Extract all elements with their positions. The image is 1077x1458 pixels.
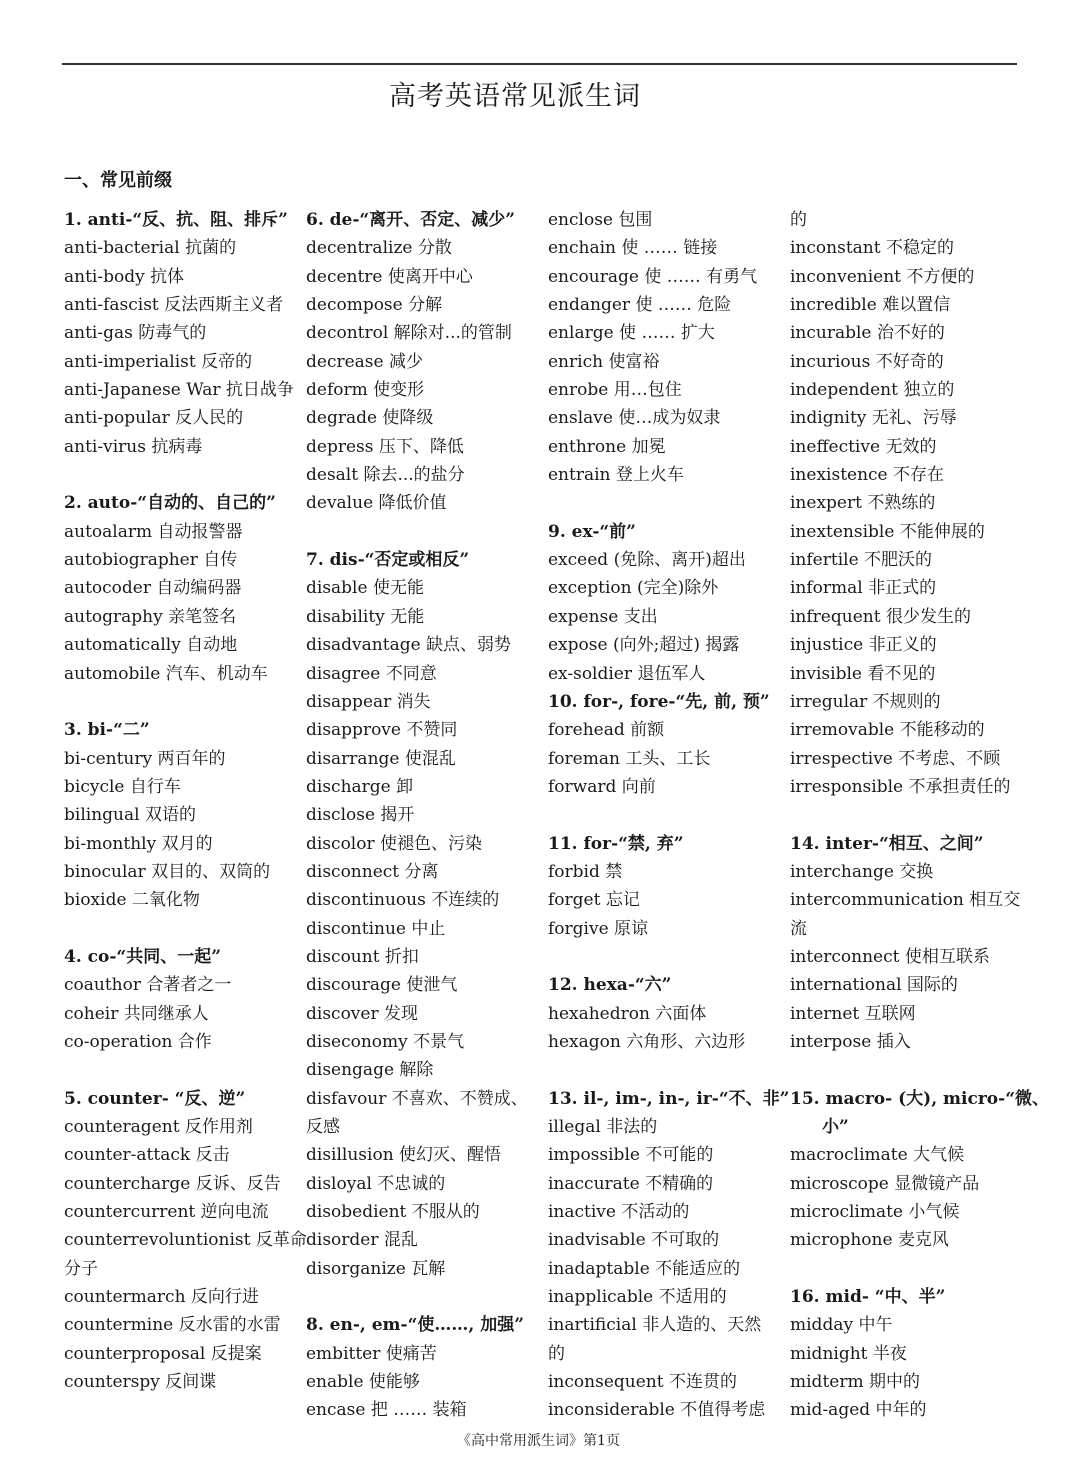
prefix-heading: 9. ex-“前” xyxy=(548,521,636,542)
top-rule xyxy=(62,63,1017,65)
prefix-heading: 8. en-, em-“使……, 加强” xyxy=(306,1315,524,1336)
entry-line: countercurrent 逆向电流 xyxy=(64,1202,269,1223)
entry-line: anti-virus 抗病毒 xyxy=(64,436,203,457)
page-footer: 《高中常用派生词》第1页 xyxy=(457,1433,620,1449)
entry-line: desalt 除去...的盐分 xyxy=(306,465,465,486)
prefix-heading: 4. co-“共同、一起” xyxy=(64,946,221,967)
entry-line: autoalarm 自动报警器 xyxy=(64,521,243,542)
entry-line: anti-fascist 反法西斯主义者 xyxy=(64,295,284,316)
entry-line: autocoder 自动编码器 xyxy=(64,578,242,599)
entry-line: disable 使无能 xyxy=(306,578,424,599)
entry-line: informal 非正式的 xyxy=(790,578,937,599)
entry-line: enthrone 加冕 xyxy=(548,436,666,457)
entry-line: hexagon 六角形、六边形 xyxy=(548,1031,746,1052)
blank-line xyxy=(64,461,302,489)
entry-line: illegal 非法的 xyxy=(548,1117,658,1137)
entry-line: embitter 使痛苦 xyxy=(306,1343,437,1364)
section-heading: 一、常见前缀 xyxy=(64,170,172,191)
entry-line: inconstant 不稳定的 xyxy=(790,238,954,259)
entry-line: autography 亲笔签名 xyxy=(64,606,237,627)
entry-line: inexistence 不存在 xyxy=(790,465,945,486)
entry-line: 的 xyxy=(548,1343,565,1364)
column-2 xyxy=(306,206,544,1425)
entry-line: disclose 揭开 xyxy=(306,805,415,826)
entry-line: microclimate 小气候 xyxy=(790,1202,960,1223)
entry-line: coheir 共同继承人 xyxy=(64,1003,209,1024)
entry-line: enable 使能够 xyxy=(306,1372,420,1393)
column-1 xyxy=(64,206,307,1396)
blank-line xyxy=(306,1283,544,1311)
prefix-heading: 5. counter- “反、逆” xyxy=(64,1088,246,1109)
entry-line: interconnect 使相互联系 xyxy=(790,946,990,967)
entry-line: forehead 前额 xyxy=(548,720,665,741)
blank-line xyxy=(548,1056,786,1084)
blank-line xyxy=(548,801,786,829)
entry-line: irremovable 不能移动的 xyxy=(790,720,985,741)
entry-line: autobiographer 自传 xyxy=(64,550,238,571)
entry-line: enclose 包围 xyxy=(548,210,653,230)
entry-line: encase 把 …… 装箱 xyxy=(306,1400,467,1421)
entry-line: mid-aged 中年的 xyxy=(790,1400,927,1421)
entry-line: disillusion 使幻灭、醒悟 xyxy=(306,1145,502,1166)
prefix-heading: 16. mid- “中、半” xyxy=(790,1287,946,1308)
entry-line: internet 互联网 xyxy=(790,1003,916,1024)
entry-line: inartificial 非人造的、天然 xyxy=(548,1315,762,1336)
entry-line: bilingual 双语的 xyxy=(64,805,196,826)
entry-line: entrain 登上火车 xyxy=(548,465,684,486)
entry-line: midterm 期中的 xyxy=(790,1372,920,1393)
entry-line: automatically 自动地 xyxy=(64,635,238,656)
entry-line: inconvenient 不方便的 xyxy=(790,266,975,287)
entry-line: co-operation 合作 xyxy=(64,1031,212,1052)
entry-line: disadvantage 缺点、弱势 xyxy=(306,635,512,656)
entry-line: expose (向外;超过) 揭露 xyxy=(548,635,740,656)
entry-line: 的 xyxy=(790,210,807,230)
entry-line: disarrange 使混乱 xyxy=(306,748,456,769)
prefix-heading-continuation: 小” xyxy=(822,1117,849,1137)
entry-line: decentre 使离开中心 xyxy=(306,266,473,287)
entry-line: midday 中午 xyxy=(790,1315,893,1336)
entry-line: expense 支出 xyxy=(548,606,658,627)
entry-line: disorder 混乱 xyxy=(306,1230,418,1251)
entry-line: invisible 看不见的 xyxy=(790,663,936,684)
entry-line: forget 忘记 xyxy=(548,890,640,911)
entry-line: binocular 双目的、双筒的 xyxy=(64,861,271,882)
entry-line: impossible 不可能的 xyxy=(548,1145,714,1166)
blank-line xyxy=(790,1255,1028,1283)
entry-line: disapprove 不赞同 xyxy=(306,720,458,741)
entry-line: independent 独立的 xyxy=(790,380,955,401)
entry-line: inconsequent 不连贯的 xyxy=(548,1372,737,1393)
entry-line: anti-popular 反人民的 xyxy=(64,408,244,429)
entry-line: interchange 交换 xyxy=(790,861,934,882)
entry-line: discolor 使褪色、污染 xyxy=(306,833,483,854)
entry-line: inexpert 不熟练的 xyxy=(790,493,936,514)
entry-line: inactive 不活动的 xyxy=(548,1202,690,1223)
blank-line xyxy=(548,489,786,517)
entry-line: infrequent 很少发生的 xyxy=(790,606,971,627)
blank-line xyxy=(64,915,302,943)
entry-line: countercharge 反诉、反告 xyxy=(64,1173,281,1194)
entry-line: countermine 反水雷的水雷 xyxy=(64,1315,281,1336)
entry-line: anti-bacterial 抗菌的 xyxy=(64,238,237,259)
entry-line: decontrol 解除对...的管制 xyxy=(306,323,512,344)
entry-line: automobile 汽车、机动车 xyxy=(64,663,268,684)
entry-line: anti-gas 防毒气的 xyxy=(64,323,207,344)
entry-line: counteragent 反作用剂 xyxy=(64,1117,253,1137)
entry-line: indignity 无礼、污辱 xyxy=(790,408,957,429)
entry-line: irrespective 不考虑、不顾 xyxy=(790,748,1001,769)
entry-line: infertile 不肥沃的 xyxy=(790,550,933,571)
entry-line: incredible 难以置信 xyxy=(790,295,951,316)
entry-line: inadvisable 不可取的 xyxy=(548,1230,720,1251)
entry-line: enrobe 用…包住 xyxy=(548,380,682,401)
blank-line xyxy=(790,1056,1028,1084)
entry-line: disagree 不同意 xyxy=(306,663,437,684)
entry-line: anti-body 抗体 xyxy=(64,266,185,287)
entry-line: depress 压下、降低 xyxy=(306,436,464,457)
entry-line: hexahedron 六面体 xyxy=(548,1003,707,1024)
prefix-heading: 14. inter-“相互、之间” xyxy=(790,833,984,854)
entry-line: counterrevoluntionist 反革命 xyxy=(64,1230,307,1251)
prefix-heading: 6. de-“离开、否定、减少” xyxy=(306,210,515,230)
entry-line: inapplicable 不适用的 xyxy=(548,1287,727,1308)
entry-line: bi-monthly 双月的 xyxy=(64,833,213,854)
entry-line: anti-imperialist 反帝的 xyxy=(64,351,253,372)
prefix-heading: 11. for-“禁, 弃” xyxy=(548,833,684,854)
entry-line: discharge 卸 xyxy=(306,776,414,797)
entry-line: inextensible 不能伸展的 xyxy=(790,521,985,542)
entry-line: inadaptable 不能适应的 xyxy=(548,1258,741,1279)
entry-line: inaccurate 不精确的 xyxy=(548,1173,714,1194)
entry-line: endanger 使 …… 危险 xyxy=(548,295,732,316)
blank-line xyxy=(790,801,1028,829)
entry-line: disability 无能 xyxy=(306,606,425,627)
entry-line: disorganize 瓦解 xyxy=(306,1258,446,1279)
entry-line: discount 折扣 xyxy=(306,946,419,967)
entry-line: 流 xyxy=(790,918,807,939)
entry-line: foreman 工头、工长 xyxy=(548,748,711,769)
column-4 xyxy=(790,206,1049,1425)
entry-line: inconsiderable 不值得考虑 xyxy=(548,1400,766,1421)
entry-line: counterproposal 反提案 xyxy=(64,1343,262,1364)
entry-line: deform 使变形 xyxy=(306,380,425,401)
entry-line: discontinuous 不连续的 xyxy=(306,890,500,911)
entry-line: decentralize 分散 xyxy=(306,238,452,259)
prefix-heading: 3. bi-“二” xyxy=(64,720,150,741)
entry-line: countermarch 反向行进 xyxy=(64,1287,259,1308)
entry-line: discover 发现 xyxy=(306,1003,418,1024)
entry-line: microscope 显微镜产品 xyxy=(790,1173,980,1194)
entry-line: bi-century 两百年的 xyxy=(64,748,226,769)
entry-line: disfavour 不喜欢、不赞成、 xyxy=(306,1088,528,1109)
prefix-heading: 13. il-, im-, in-, ir-“不、非” xyxy=(548,1088,790,1109)
entry-line: degrade 使降级 xyxy=(306,408,434,429)
entry-line: enslave 使…成为奴隶 xyxy=(548,408,721,429)
entry-line: forgive 原谅 xyxy=(548,918,649,939)
column-3 xyxy=(548,206,790,1425)
entry-line: forbid 禁 xyxy=(548,861,623,882)
entry-line: diseconomy 不景气 xyxy=(306,1031,465,1052)
prefix-heading: 12. hexa-“六” xyxy=(548,975,672,996)
prefix-heading: 7. dis-“否定或相反” xyxy=(306,550,470,571)
blank-line xyxy=(306,518,544,546)
entry-line: disobedient 不服从的 xyxy=(306,1202,480,1223)
entry-line: irresponsible 不承担责任的 xyxy=(790,776,1011,797)
entry-line: incurable 治不好的 xyxy=(790,323,945,344)
entry-line: counter-attack 反击 xyxy=(64,1145,230,1166)
document-title: 高考英语常见派生词 xyxy=(389,81,641,112)
entry-line: discourage 使泄气 xyxy=(306,975,458,996)
entry-line: devalue 降低价值 xyxy=(306,493,447,514)
entry-line: incurious 不好奇的 xyxy=(790,351,944,372)
entry-line: decrease 减少 xyxy=(306,351,423,372)
entry-line: bicycle 自行车 xyxy=(64,776,181,797)
blank-line xyxy=(64,688,302,716)
entry-line: microphone 麦克风 xyxy=(790,1230,949,1251)
entry-line: 分子 xyxy=(64,1258,98,1279)
blank-line xyxy=(64,1056,302,1084)
blank-line xyxy=(548,943,786,971)
entry-line: midnight 半夜 xyxy=(790,1343,907,1364)
entry-line: disconnect 分离 xyxy=(306,861,439,882)
entry-line: bioxide 二氧化物 xyxy=(64,890,200,911)
entry-line: ineffective 无效的 xyxy=(790,436,937,457)
entry-line: ex-soldier 退伍军人 xyxy=(548,663,706,684)
entry-line: enchain 使 …… 链接 xyxy=(548,238,718,259)
entry-line: disloyal 不忠诚的 xyxy=(306,1173,446,1194)
entry-line: 反感 xyxy=(306,1117,340,1137)
prefix-heading: 1. anti-“反、抗、阻、排斥” xyxy=(64,210,288,230)
entry-line: counterspy 反间谍 xyxy=(64,1372,217,1393)
entry-line: interpose 插入 xyxy=(790,1031,911,1052)
entry-line: encourage 使 …… 有勇气 xyxy=(548,266,758,287)
prefix-heading: 10. for-, fore-“先, 前, 预” xyxy=(548,691,770,712)
prefix-heading: 15. macro- (大), micro-“微、 xyxy=(790,1088,1049,1109)
entry-line: exceed (免除、离开)超出 xyxy=(548,550,746,571)
entry-line: discontinue 中止 xyxy=(306,918,446,939)
entry-line: international 国际的 xyxy=(790,975,958,996)
entry-line: anti-Japanese War 抗日战争 xyxy=(64,380,294,401)
entry-line: macroclimate 大气候 xyxy=(790,1145,965,1166)
entry-line: coauthor 合著者之一 xyxy=(64,975,232,996)
entry-line: intercommunication 相互交 xyxy=(790,890,1021,911)
entry-line: disengage 解除 xyxy=(306,1060,434,1081)
entry-line: irregular 不规则的 xyxy=(790,691,941,712)
prefix-heading: 2. auto-“自动的、自己的” xyxy=(64,493,276,514)
entry-line: injustice 非正义的 xyxy=(790,635,937,656)
entry-line: enrich 使富裕 xyxy=(548,351,660,372)
entry-line: forward 向前 xyxy=(548,776,656,797)
entry-line: exception (完全)除外 xyxy=(548,578,719,599)
entry-line: decompose 分解 xyxy=(306,295,443,316)
entry-line: enlarge 使 …… 扩大 xyxy=(548,323,715,344)
entry-line: disappear 消失 xyxy=(306,691,431,712)
